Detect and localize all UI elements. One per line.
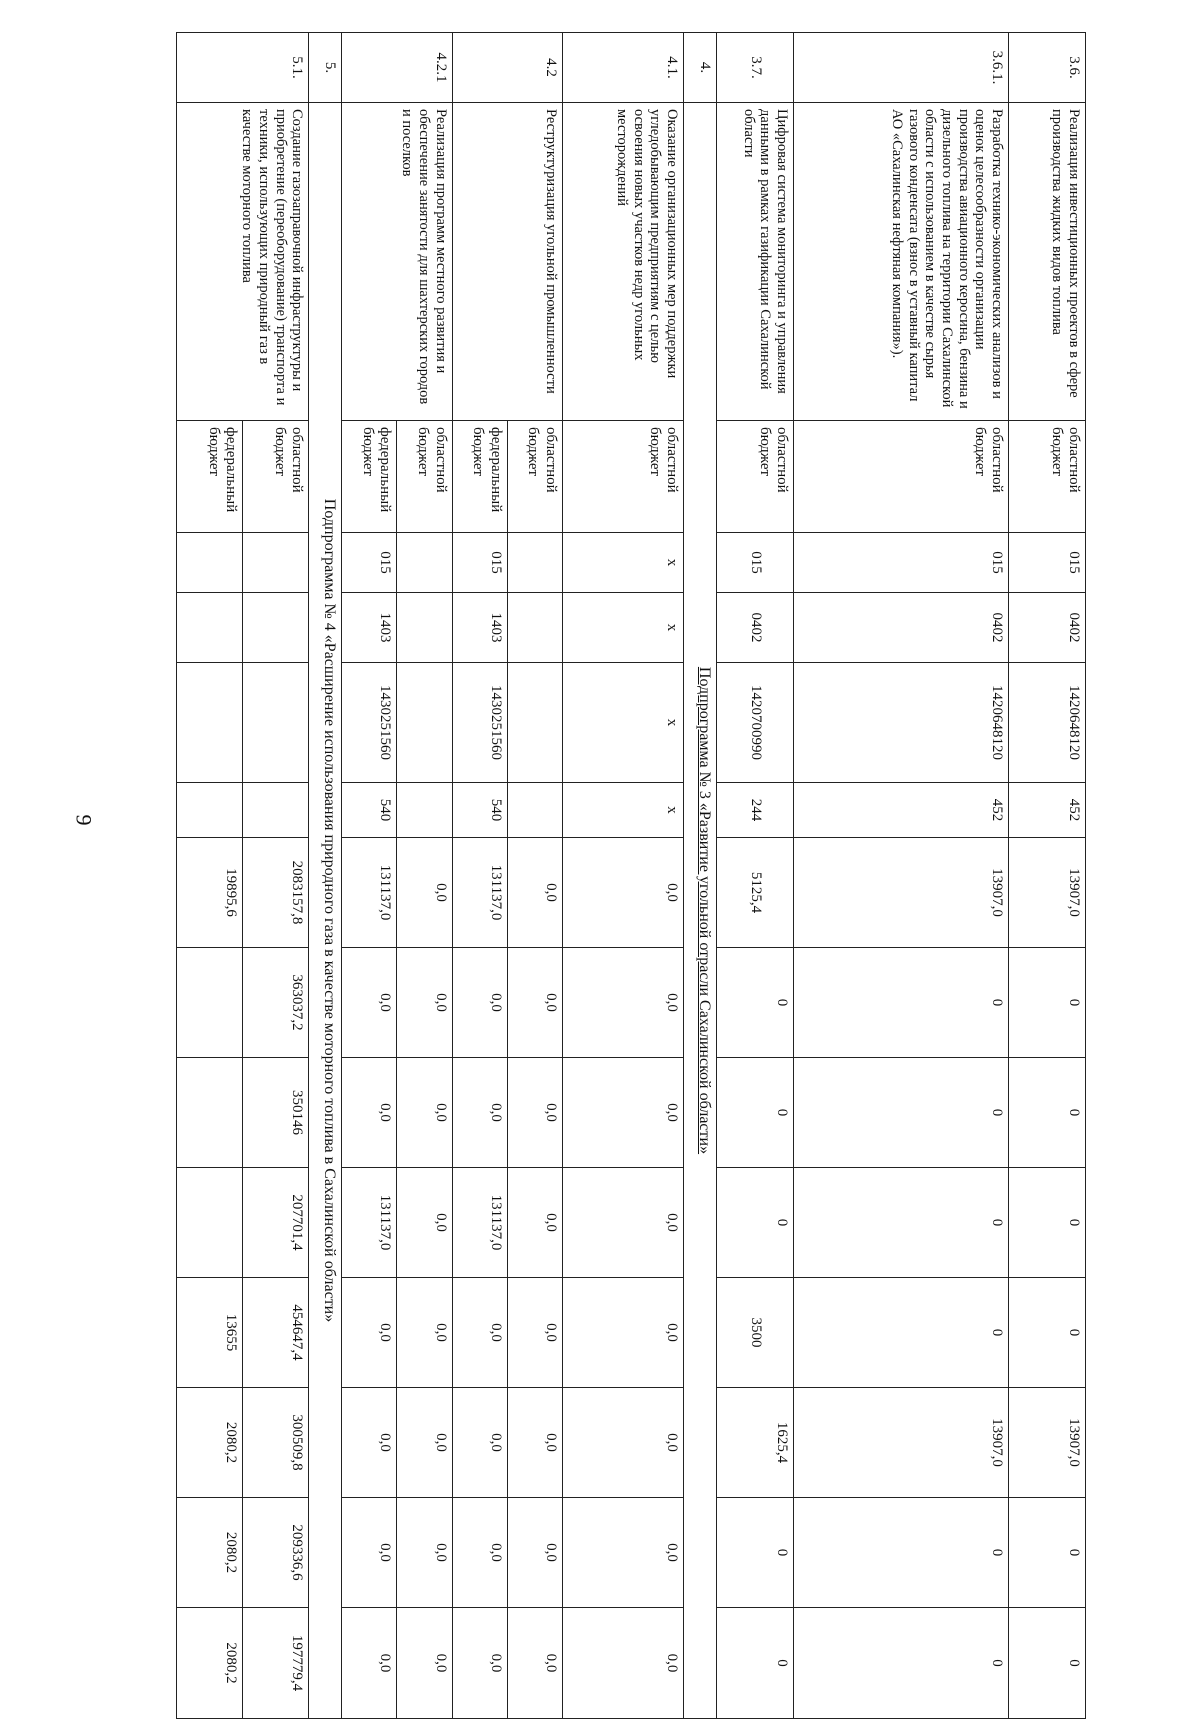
rotated-table-wrapper: [176, 32, 1086, 1718]
code-rzpr: [243, 593, 309, 663]
code-rzpr: х: [562, 593, 683, 663]
value-cell: 454647,4: [243, 1278, 309, 1388]
funding-source: федеральный бюджет: [177, 421, 243, 533]
code-grbs: х: [562, 533, 683, 593]
code-grbs: 015: [452, 533, 507, 593]
value-cell: [177, 948, 243, 1058]
value-cell: 13907,0: [1008, 1388, 1085, 1498]
value-cell: 0,0: [452, 1058, 507, 1168]
subprogram-title-text: Подпрограмма № 4 «Расширение использования природного газа в качестве моторного топлива в Сахалинской области»: [321, 498, 339, 1323]
value-cell: 0: [716, 1608, 793, 1719]
value-total: 0,0: [507, 838, 562, 948]
value-cell: 0,0: [562, 948, 683, 1058]
code-grbs: [177, 533, 243, 593]
row-description: Реализация инвестиционных проектов в сфере производства жидких видов топлива: [1008, 103, 1085, 421]
value-total: 0,0: [562, 838, 683, 948]
subprogram-title: [309, 103, 342, 1719]
code-rzpr: 1403: [452, 593, 507, 663]
funding-source: федеральный бюджет: [342, 421, 397, 533]
value-cell: 0,0: [342, 1608, 397, 1719]
value-cell: 197779,4: [243, 1608, 309, 1719]
funding-source: областной бюджет: [562, 421, 683, 533]
value-cell: 0,0: [562, 1608, 683, 1719]
value-cell: 0: [1008, 948, 1085, 1058]
code-csr: [507, 663, 562, 783]
value-cell: 0: [794, 1058, 1009, 1168]
value-cell: 0: [1008, 1168, 1085, 1278]
value-cell: 0,0: [452, 1278, 507, 1388]
section-row: [683, 33, 716, 1719]
value-cell: 0,0: [342, 1278, 397, 1388]
value-cell: 0,0: [452, 1388, 507, 1498]
value-cell: 0: [716, 1498, 793, 1608]
funding-source: областной бюджет: [243, 421, 309, 533]
funding-source: областной бюджет: [1008, 421, 1085, 533]
subprogram-title: [683, 103, 716, 1719]
value-cell: 2080,2: [177, 1498, 243, 1608]
table-row: [1008, 33, 1085, 1719]
value-cell: 0: [716, 948, 793, 1058]
code-csr: х: [562, 663, 683, 783]
row-number: 5.1.: [177, 33, 309, 103]
code-rzpr: 0402: [794, 593, 1009, 663]
value-total: 5125,4: [716, 838, 793, 948]
code-grbs: 015: [1008, 533, 1085, 593]
value-cell: 0,0: [452, 948, 507, 1058]
value-cell: 2080,2: [177, 1388, 243, 1498]
row-number: 4.: [683, 33, 716, 103]
table-row: [794, 33, 1009, 1719]
value-cell: 300509,8: [243, 1388, 309, 1498]
row-description: Разработка технико-экономических анализов и оценок целесообразности организации производства авиационного керосина, бензина и дизельного топлива на территории Сахалинской области с использованием в качестве сырья газового конденсата (взнос в уставный капитал АО «Сахалинская нефтяная компания»).: [794, 103, 1009, 421]
code-rzpr: [177, 593, 243, 663]
code-vr: 244: [716, 783, 793, 838]
row-description: Цифровая система мониторинга и управления данными в рамках газификации Сахалинской области: [716, 103, 793, 421]
row-number: 5.: [309, 33, 342, 103]
value-total: 131137,0: [452, 838, 507, 948]
value-cell: 0,0: [452, 1608, 507, 1719]
code-grbs: [243, 533, 309, 593]
value-cell: 13907,0: [794, 1388, 1009, 1498]
code-vr: 452: [1008, 783, 1085, 838]
code-rzpr: [507, 593, 562, 663]
value-cell: 0,0: [562, 1278, 683, 1388]
value-cell: 0: [794, 948, 1009, 1058]
code-vr: 452: [794, 783, 1009, 838]
value-cell: 0,0: [507, 1058, 562, 1168]
code-vr: [397, 783, 452, 838]
code-rzpr: 0402: [716, 593, 793, 663]
value-cell: 0: [716, 1058, 793, 1168]
value-total: 2083157,8: [243, 838, 309, 948]
funding-source: федеральный бюджет: [452, 421, 507, 533]
code-grbs: [397, 533, 452, 593]
code-vr: 540: [452, 783, 507, 838]
code-rzpr: [397, 593, 452, 663]
code-rzpr: 1403: [342, 593, 397, 663]
value-cell: 0: [1008, 1498, 1085, 1608]
funding-source: областной бюджет: [794, 421, 1009, 533]
code-grbs: 015: [342, 533, 397, 593]
code-csr: 1420700990: [716, 663, 793, 783]
code-grbs: 015: [794, 533, 1009, 593]
row-number: 4.1.: [562, 33, 683, 103]
value-cell: 2080,2: [177, 1608, 243, 1719]
value-cell: [177, 1058, 243, 1168]
value-cell: 0,0: [507, 1608, 562, 1719]
value-cell: 0,0: [397, 1608, 452, 1719]
row-number: 4.2: [452, 33, 562, 103]
table-row: [507, 33, 562, 1719]
value-cell: 0,0: [397, 1168, 452, 1278]
value-cell: 0: [1008, 1278, 1085, 1388]
row-description: Реструктуризация угольной промышленности: [452, 103, 562, 421]
value-cell: 0,0: [342, 1058, 397, 1168]
budget-table: [176, 32, 1086, 1719]
value-cell: 0: [794, 1168, 1009, 1278]
row-number: 3.6.: [1008, 33, 1085, 103]
row-number: 3.6.1.: [794, 33, 1009, 103]
subprogram-title-text: Подпрограмма № 3 «Развитие угольной отрасли Сахалинской области»: [695, 666, 713, 1155]
value-cell: 0: [1008, 1608, 1085, 1719]
table-row: [562, 33, 683, 1719]
value-cell: 0,0: [397, 1278, 452, 1388]
value-cell: 363037,2: [243, 948, 309, 1058]
row-number: 4.2.1: [342, 33, 452, 103]
page-number: 9: [71, 814, 97, 826]
value-cell: 131137,0: [342, 1168, 397, 1278]
value-cell: 0,0: [507, 1278, 562, 1388]
value-cell: 0: [1008, 1058, 1085, 1168]
code-csr: [177, 663, 243, 783]
code-csr: [397, 663, 452, 783]
funding-source: областной бюджет: [507, 421, 562, 533]
code-vr: [177, 783, 243, 838]
value-cell: 0: [716, 1168, 793, 1278]
value-cell: 0,0: [562, 1058, 683, 1168]
value-total: 19895,6: [177, 838, 243, 948]
value-cell: 131137,0: [452, 1168, 507, 1278]
code-vr: [243, 783, 309, 838]
funding-source: областной бюджет: [716, 421, 793, 533]
code-vr: 540: [342, 783, 397, 838]
code-grbs: 015: [716, 533, 793, 593]
value-cell: 0,0: [452, 1498, 507, 1608]
value-cell: 0: [794, 1608, 1009, 1719]
code-csr: [243, 663, 309, 783]
value-total: 13907,0: [1008, 838, 1085, 948]
value-cell: 0,0: [342, 948, 397, 1058]
value-total: 13907,0: [794, 838, 1009, 948]
value-cell: 0,0: [562, 1388, 683, 1498]
value-cell: 13655: [177, 1278, 243, 1388]
funding-source: областной бюджет: [397, 421, 452, 533]
value-cell: 0,0: [342, 1498, 397, 1608]
value-cell: 0,0: [507, 1498, 562, 1608]
code-vr: [507, 783, 562, 838]
code-grbs: [507, 533, 562, 593]
value-cell: 0,0: [342, 1388, 397, 1498]
value-cell: [177, 1168, 243, 1278]
code-csr: 1420648120: [1008, 663, 1085, 783]
table-row: [716, 33, 793, 1719]
value-cell: 0: [794, 1278, 1009, 1388]
row-description: Реализация программ местного развития и обеспечение занятости для шахтерских городов и поселков: [342, 103, 452, 421]
value-cell: 0,0: [507, 1168, 562, 1278]
value-total: 131137,0: [342, 838, 397, 948]
value-cell: 350146: [243, 1058, 309, 1168]
row-description: Оказание организационных мер поддержки угледобывающим предприятиям с целью освоения новых участков недр угольных месторождений: [562, 103, 683, 421]
value-cell: 0,0: [507, 1388, 562, 1498]
code-vr: х: [562, 783, 683, 838]
value-cell: 0: [794, 1498, 1009, 1608]
code-rzpr: 0402: [1008, 593, 1085, 663]
value-cell: 3500: [716, 1278, 793, 1388]
code-csr: 1420648120: [794, 663, 1009, 783]
value-cell: 1625,4: [716, 1388, 793, 1498]
code-csr: 1430251560: [342, 663, 397, 783]
value-cell: 0,0: [562, 1168, 683, 1278]
value-cell: 0,0: [397, 1388, 452, 1498]
code-csr: 1430251560: [452, 663, 507, 783]
value-cell: 207701,4: [243, 1168, 309, 1278]
value-cell: 0,0: [507, 948, 562, 1058]
row-description: Создание газозаправочной инфраструктуры и приобретение (переоборудование) транспорта и техники, использующих природный газ в качестве моторного топлива: [177, 103, 309, 421]
value-cell: 0,0: [397, 1058, 452, 1168]
table-row: [397, 33, 452, 1719]
value-cell: 0,0: [397, 948, 452, 1058]
table-row: [243, 33, 309, 1719]
value-cell: 0,0: [562, 1498, 683, 1608]
value-cell: 209336,6: [243, 1498, 309, 1608]
value-cell: 0,0: [397, 1498, 452, 1608]
row-number: 3.7.: [716, 33, 793, 103]
section-row: [309, 33, 342, 1719]
value-total: 0,0: [397, 838, 452, 948]
